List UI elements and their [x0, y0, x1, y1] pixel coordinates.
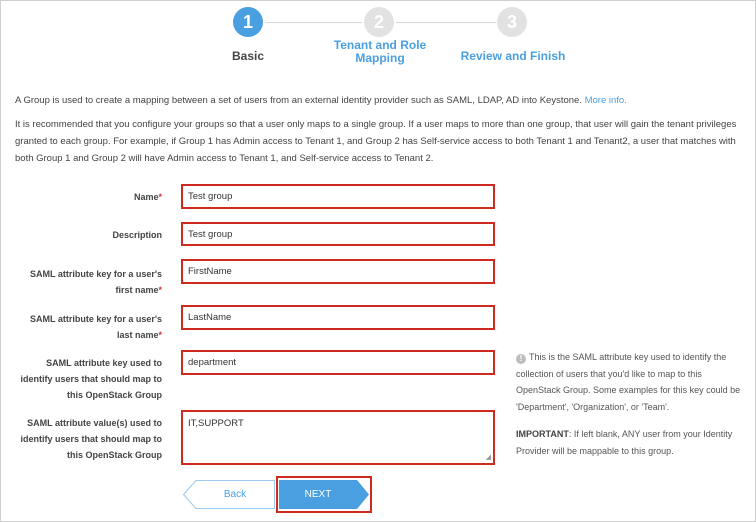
info-icon: ! — [516, 354, 526, 364]
first-name-key-label: SAML attribute key for a user's first name* — [29, 269, 162, 295]
description-field-frame — [181, 222, 495, 246]
step-1-label[interactable]: Basic — [231, 49, 265, 63]
identify-key-label: SAML attribute key used to identify users that should map to this OpenStack Group — [20, 358, 162, 400]
description-input[interactable] — [183, 225, 493, 245]
identify-values-textarea[interactable] — [183, 412, 493, 463]
next-button-highlight — [276, 476, 372, 513]
name-label: Name* — [133, 192, 162, 202]
step-2-indicator[interactable]: 2 — [364, 7, 394, 37]
important-note: IMPORTANT: If left blank, ANY user from your Identity Provider will be mappable to this group. — [516, 429, 733, 456]
step-1-indicator[interactable]: 1 — [233, 7, 263, 37]
wizard-stepper — [0, 0, 756, 80]
step-connector — [396, 22, 496, 23]
step-3-label[interactable]: Review and Finish — [460, 49, 566, 63]
required-marker: * — [158, 192, 162, 202]
resize-grip-icon[interactable]: ◢ — [485, 454, 491, 461]
important-label: IMPORTANT — [516, 429, 569, 439]
next-button-label: NEXT — [304, 489, 332, 500]
intro-paragraph-1 — [15, 92, 745, 109]
last-name-key-input[interactable] — [183, 307, 493, 328]
identify-key-input[interactable] — [183, 352, 493, 373]
first-name-key-field-frame — [181, 259, 495, 284]
back-button[interactable] — [183, 480, 275, 509]
required-marker: * — [158, 285, 162, 295]
more-info-link[interactable]: More info. — [584, 95, 627, 106]
step-connector — [266, 22, 362, 23]
back-button-label: Back — [223, 489, 247, 500]
identify-values-label: SAML attribute value(s) used to identify users that should map to this OpenStack Group — [20, 418, 162, 460]
name-field-frame — [181, 184, 495, 209]
next-button[interactable] — [279, 480, 369, 509]
help-text: ! This is the SAML attribute key used to identify the collection of users that you'd like to map to this OpenStack Group. Some examples for this key could be 'Department', 'Organization', or 'Team'. — [516, 352, 741, 412]
last-name-key-field-frame — [181, 305, 495, 330]
last-name-key-label: SAML attribute key for a user's last name* — [29, 314, 162, 340]
intro-text: A Group is used to create a mapping between a set of users from an external identity provider such as SAML, LDAP, AD into Keystone. — [15, 95, 582, 106]
description-label: Description — [112, 230, 162, 240]
identify-values-field-frame — [181, 410, 495, 465]
step-3-indicator[interactable]: 3 — [497, 7, 527, 37]
identify-key-field-frame — [181, 350, 495, 375]
step-2-label[interactable]: Tenant and Role Mapping — [333, 38, 427, 65]
intro-paragraph-2: It is recommended that you configure your groups so that a user only maps to a single group. If a user maps to more than one group, that user will gain the tenant privileges granted to each group. For example, if Group 1 has Admin access to Tenant 1, and Group 2 has Self-service access to both Tenant 1 and Tenant2, a user that matches with both Group 1 and Group 2 will have Admin access to Tenant 1, and Self-service access to Tenant 2. — [15, 119, 737, 164]
name-input[interactable] — [183, 186, 493, 207]
required-marker: * — [158, 330, 162, 340]
first-name-key-input[interactable] — [183, 261, 493, 282]
